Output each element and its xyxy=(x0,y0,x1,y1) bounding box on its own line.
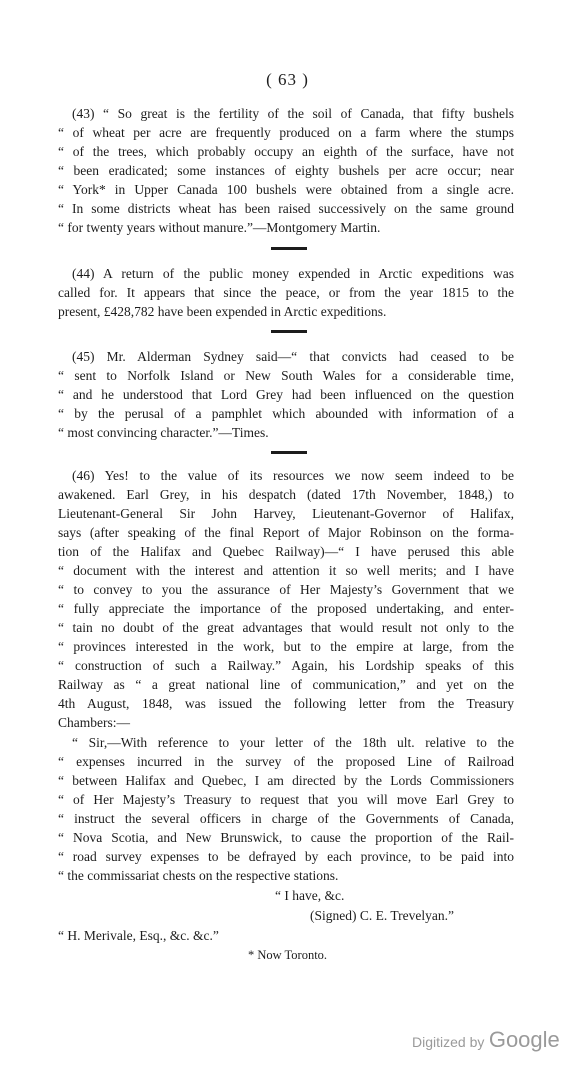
text-line: “ expenses incurred in the survey of the proposed Line of Railroad xyxy=(58,754,514,769)
text-line: “ provinces interested in the work, but to the empire at large, from the xyxy=(58,639,514,654)
text-line: “ to convey to you the assurance of Her Majesty’s Government that we xyxy=(58,582,514,597)
text-line: called for. It appears that since the peace, or from the year 1815 to the xyxy=(58,285,514,300)
text-line: “ for twenty years without manure.”—Montgomery Martin. xyxy=(58,220,381,235)
text-line: (43) “ So great is the fertility of the soil of Canada, that fifty bushels xyxy=(72,106,514,121)
text-line: (44) A return of the public money expended in Arctic expeditions was xyxy=(72,266,514,281)
text-line: “ York* in Upper Canada 100 bushels were obtained from a single acre. xyxy=(58,182,514,197)
page-number: ( 63 ) xyxy=(266,70,309,89)
text-line: “ between Halifax and Quebec, I am directed by the Lords Commissioners xyxy=(58,773,514,788)
text-line: (45) Mr. Alderman Sydney said—“ that convicts had ceased to be xyxy=(72,349,514,364)
text-line: Railway as “ a great national line of communication,” and yet on the xyxy=(58,677,514,692)
text-line: “ road survey expenses to be defrayed by each province, to be paid into xyxy=(58,849,514,864)
text-line: “ the commissariat chests on the respective stations. xyxy=(58,868,339,883)
text-line: “ been eradicated; some instances of eighty bushels per acre occur; near xyxy=(58,163,514,178)
text-line: “ In some districts wheat has been raised successively on the same ground xyxy=(58,201,514,216)
text-line: “ instruct the several officers in charge of the Governments of Canada, xyxy=(58,811,514,826)
text-line: Chambers:— xyxy=(58,715,130,730)
text-line: awakened. Earl Grey, in his despatch (dated 17th November, 1848,) to xyxy=(58,487,514,502)
text-line: “ document with the interest and attention it so well merits; and I have xyxy=(58,563,514,578)
text-line: “ Sir,—With reference to your letter of the 18th ult. relative to the xyxy=(72,735,514,750)
section-divider xyxy=(271,330,307,333)
text-line: “ tain no doubt of the great advantages that would result not only to the xyxy=(58,620,514,635)
text-line: “ construction of such a Railway.” Again, his Lordship speaks of this xyxy=(58,658,514,673)
text-line: “ sent to Norfolk Island or New South Wales for a considerable time, xyxy=(58,368,514,383)
text-line: “ Nova Scotia, and New Brunswick, to cause the proportion of the Rail- xyxy=(58,830,514,845)
text-line: “ fully appreciate the importance of the proposed undertaking, and enter- xyxy=(58,601,514,616)
text-line: (46) Yes! to the value of its resources we now seem indeed to be xyxy=(72,468,514,483)
letter-closing: “ I have, &c. xyxy=(275,888,345,903)
footnote: * Now Toronto. xyxy=(247,948,328,962)
text-line: says (after speaking of the final Report of Major Robinson on the forma- xyxy=(58,525,514,540)
text-line: “ by the perusal of a pamphlet which abounded with information of a xyxy=(58,406,514,421)
text-line: “ of the trees, which probably occupy an eighth of the surface, have not xyxy=(58,144,514,159)
text-line: “ of wheat per acre are frequently produced on a farm where the stumps xyxy=(58,125,514,140)
letter-signature: (Signed) C. E. Trevelyan.” xyxy=(310,908,454,923)
letter-addressee: “ H. Merivale, Esq., &c. &c.” xyxy=(58,928,219,943)
digitized-watermark xyxy=(412,1027,560,1053)
watermark-brand: Google xyxy=(488,1027,560,1052)
section-divider xyxy=(271,451,307,454)
text-line: tion of the Halifax and Quebec Railway)—“ I have perused this able xyxy=(58,544,514,559)
text-line: present, £428,782 have been expended in Arctic expeditions. xyxy=(58,304,387,319)
text-line: 4th August, 1848, was issued the following letter from the Treasury xyxy=(58,696,514,711)
text-line: “ most convincing character.”—Times. xyxy=(58,425,269,440)
text-line: “ and he understood that Lord Grey had been influenced on the question xyxy=(58,387,514,402)
text-line: “ of Her Majesty’s Treasury to request that you will move Earl Grey to xyxy=(58,792,514,807)
section-divider xyxy=(271,247,307,250)
watermark-prefix: Digitized by xyxy=(412,1034,485,1050)
text-line: Lieutenant-General Sir John Harvey, Lieutenant-Governor of Halifax, xyxy=(58,506,514,521)
